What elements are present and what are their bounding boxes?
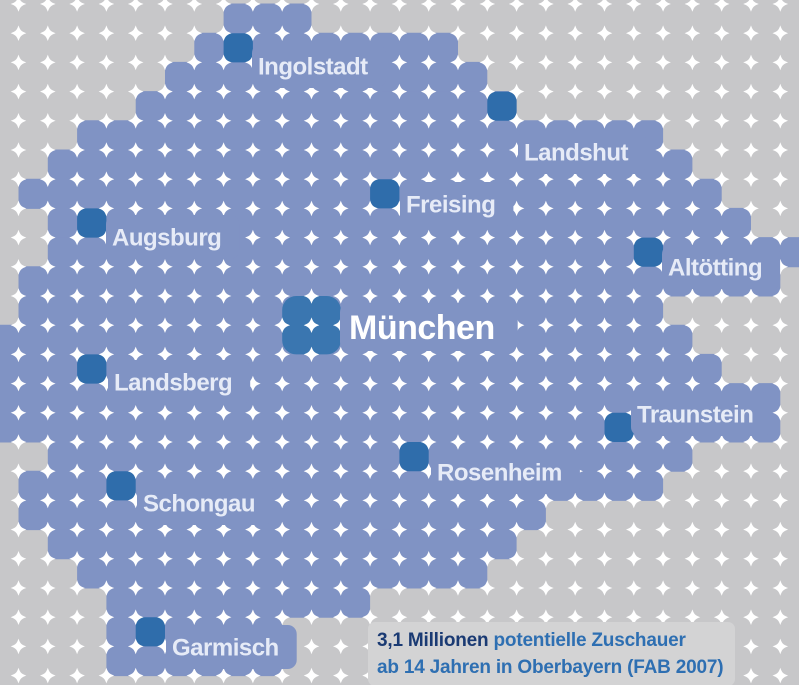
city-marker-augsburg-icon: [77, 208, 106, 237]
city-marker-traunstein-icon: [605, 413, 634, 442]
city-marker-garmisch-icon: [136, 617, 165, 646]
city-label-altoetting: Altötting: [668, 254, 763, 282]
city-marker-ingolstadt-icon: [224, 33, 253, 62]
footnote-line1: [377, 627, 723, 654]
city-label-rosenheim: Rosenheim: [437, 459, 562, 487]
city-label-landsberg: Landsberg: [114, 369, 233, 397]
city-label-traunstein: Traunstein: [637, 401, 754, 429]
city-label-ingolstadt: Ingolstadt: [258, 53, 368, 81]
city-marker-schongau-icon: [106, 471, 135, 500]
city-label-freising: Freising: [406, 191, 496, 219]
city-marker-landshut-icon: [487, 92, 516, 121]
city-marker-freising-icon: [370, 179, 399, 208]
city-marker-altoetting-icon: [634, 238, 663, 267]
city-marker-landsberg-icon: [77, 354, 106, 383]
city-label-schongau: Schongau: [143, 490, 256, 518]
city-label-muenchen: München: [349, 309, 495, 347]
footnote-line2: ab 14 Jahren in Oberbayern (FAB 2007): [377, 657, 724, 678]
region-row-band: [224, 4, 312, 34]
city-label-augsburg: Augsburg: [112, 224, 222, 252]
footnote-highlight: 3,1 Millionen: [377, 630, 489, 651]
footnote-line1-rest: potentielle Zuschauer: [488, 630, 686, 651]
city-label-garmisch: Garmisch: [172, 634, 279, 662]
footnote: [368, 622, 735, 685]
city-label-landshut: Landshut: [524, 139, 628, 167]
region-row-band: [106, 588, 370, 618]
city-marker-rosenheim-icon: [399, 442, 428, 471]
